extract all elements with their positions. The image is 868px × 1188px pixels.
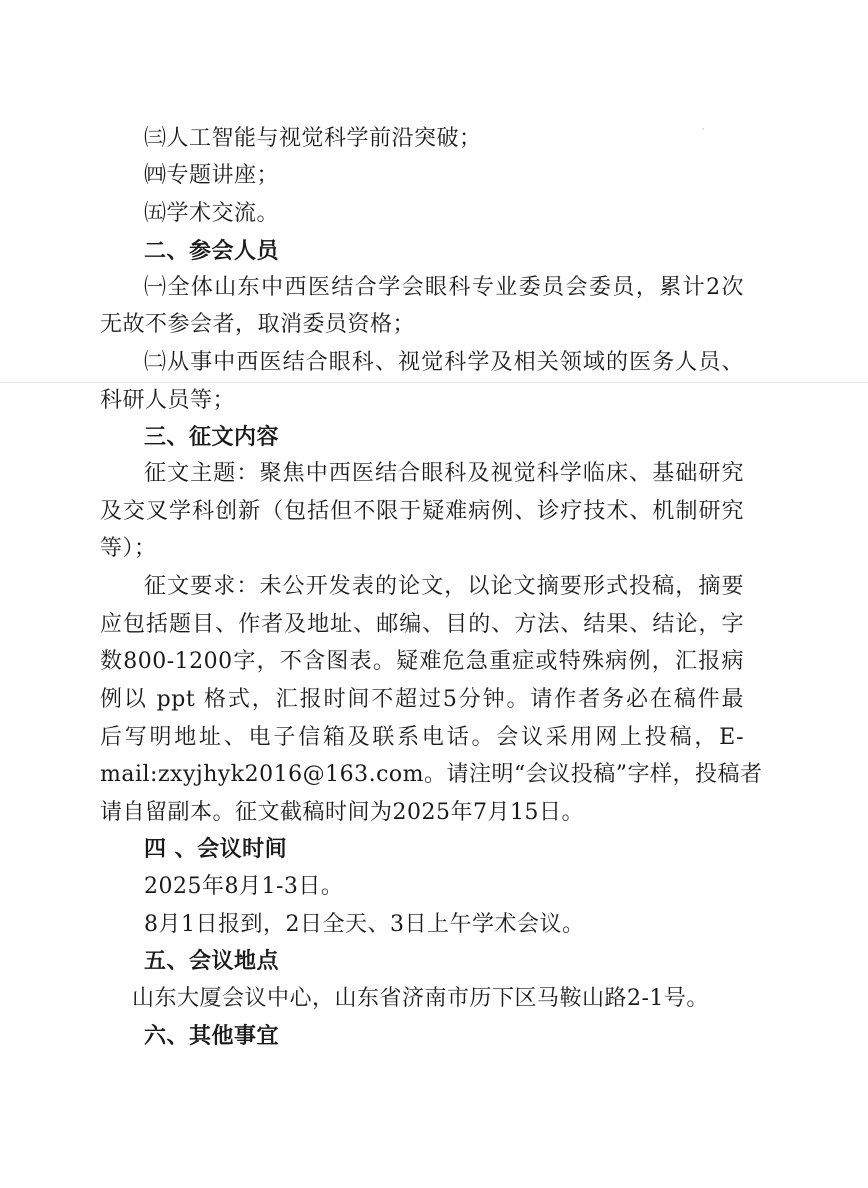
list-item-4: ㈣专题讲座； [144,163,280,188]
section-heading-papers: 三、征文内容 [144,425,280,450]
paragraph-line: 后写明地址、电子信箱及联系电话。会议采用网上投稿，E- [100,725,744,750]
paragraph-line: 例以 ppt 格式，汇报时间不超过5分钟。请作者务必在稿件最 [100,687,744,712]
paragraph-line: 及交叉学科创新（包括但不限于疑难病例、诊疗技术、机制研究 [100,499,744,524]
meeting-schedule: 8月1日报到，2日全天、3日上午学术会议。 [144,912,585,937]
paragraph-line: 征文要求：未公开发表的论文，以论文摘要形式投稿，摘要 [144,574,744,599]
section-heading-attendees: 二、参会人员 [144,239,280,264]
paragraph-line: mail:zxyjhyk2016@163.com。请注明“会议投稿”字样，投稿者 [100,762,763,787]
list-item-3: ㈢人工智能与视觉科学前沿突破； [144,126,482,151]
scan-artifact [702,128,704,130]
paragraph-line: ㈠全体山东中西医结合学会眼科专业委员会委员，累计2次 [144,275,744,300]
paragraph-line: 数800-1200字，不含图表。疑难危急重症或特殊病例，汇报病 [100,649,744,674]
list-item-5: ㈤学术交流。 [144,201,280,226]
paragraph-line: 科研人员等； [100,388,236,413]
paragraph-line: 等）； [100,536,157,561]
paragraph-line: 请自留副本。征文截稿时间为2025年7月15日。 [100,800,584,825]
paragraph-line: 征文主题：聚焦中西医结合眼科及视觉科学临床、基础研究 [144,461,744,486]
paragraph-line: 无故不参会者，取消委员资格； [100,312,416,337]
section-heading-time: 四 、会议时间 [144,837,288,862]
meeting-date: 2025年8月1-3日。 [144,874,344,899]
paragraph-line: 应包括题目、作者及地址、邮编、目的、方法、结果、结论，字 [100,612,744,637]
section-heading-venue: 五、会议地点 [144,949,280,974]
meeting-address: 山东大厦会议中心，山东省济南市历下区马鞍山路2-1号。 [132,986,709,1011]
section-heading-other: 六、其他事宜 [144,1024,280,1049]
scan-artifact-line [0,382,868,383]
paragraph-line: ㈡从事中西医结合眼科、视觉科学及相关领域的医务人员、 [144,350,744,375]
